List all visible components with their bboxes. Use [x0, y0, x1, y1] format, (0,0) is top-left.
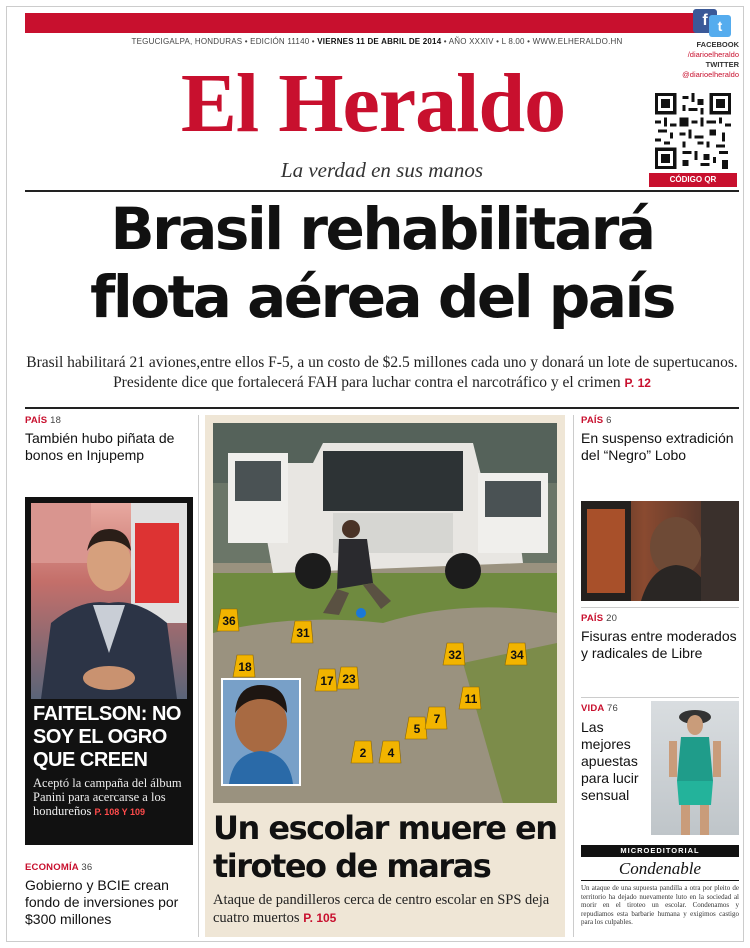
evidence-marker: [443, 643, 465, 665]
evidence-marker: [425, 707, 447, 729]
section-tag: [25, 415, 193, 426]
column-divider: [573, 415, 574, 937]
social-handles: [647, 40, 739, 80]
evidence-marker-label: 11: [464, 692, 478, 706]
evidence-marker: [217, 609, 239, 631]
evidence-marker-label: 2: [359, 746, 367, 760]
lead-page-ref[interactable]: P. 12: [624, 376, 651, 390]
evidence-marker: [291, 621, 313, 643]
center-deck: [213, 891, 563, 927]
evidence-marker-label: 5: [413, 722, 421, 736]
section-name: PAÍS: [581, 613, 604, 624]
evidence-marker: [233, 655, 255, 677]
section-page: 76: [607, 703, 618, 714]
faitelson-text: [33, 703, 189, 819]
vida-story-title[interactable]: [581, 707, 651, 804]
evidence-marker: [315, 669, 337, 691]
faitelson-summary: [33, 776, 189, 819]
evidence-marker-label: 34: [510, 648, 524, 662]
edition-line: TEGUCIGALPA, HONDURAS • EDICIÓN 11140 • VIERNES 11 DE ABRIL DE 2014 • AÑO XXXIV • L 8.00 • WWW.ELHERALDO.HN: [131, 37, 623, 46]
center-feature[interactable]: [205, 415, 565, 937]
section-name: PAÍS: [581, 415, 604, 426]
facebook-label: FACEBOOK: [696, 40, 739, 49]
evidence-marker-label: 31: [296, 626, 310, 640]
evidence-marker-label: 7: [433, 712, 441, 726]
section-name: PAÍS: [25, 415, 48, 426]
edition-number: EDICIÓN 11140: [250, 37, 310, 46]
qr-code-label: CÓDIGO QR: [649, 173, 737, 187]
right-story-1[interactable]: [581, 415, 739, 464]
right-story-2[interactable]: [581, 613, 739, 662]
center-headline: Un escolar muere en tiroteo de maras: [213, 809, 557, 885]
divider: [581, 697, 739, 698]
divider: [25, 407, 739, 409]
center-deck-text: Ataque de pandilleros cerca de centro escolar en SPS deja cuatro muertos: [213, 892, 550, 926]
section-page: 6: [606, 415, 612, 426]
section-tag: [581, 415, 739, 426]
left-story-2[interactable]: [25, 862, 193, 928]
evidence-marker: [351, 741, 373, 763]
faitelson-headline: FAITELSON: NO SOY EL OGRO QUE CREEN: [33, 703, 181, 771]
evidence-marker-label: 18: [238, 660, 252, 674]
evidence-marker: [379, 741, 401, 763]
story-title: También hubo piñata de bonos en Injupemp: [25, 430, 175, 463]
microeditorial-label: MICROEDITORIAL: [581, 845, 739, 857]
faitelson-feature[interactable]: [25, 497, 193, 845]
column-divider: [198, 415, 199, 937]
newspaper-front-page: [6, 6, 744, 942]
evidence-marker: [459, 687, 481, 709]
lead-headline-line-1: Brasil rehabilitará: [110, 195, 654, 263]
story-title: Las mejores apuestas para lucir sensual: [581, 719, 639, 803]
divider: [25, 190, 739, 192]
microeditorial[interactable]: [581, 845, 739, 927]
facebook-icon[interactable]: f: [693, 9, 717, 33]
facebook-handle[interactable]: /diarioelheraldo: [687, 50, 739, 59]
lead-headline-line-2: flota aérea del país: [90, 263, 674, 331]
edition-year: AÑO XXXIV: [448, 37, 494, 46]
left-story-1[interactable]: [25, 415, 193, 464]
section-name: VIDA: [581, 703, 605, 714]
section-tag: [25, 862, 193, 873]
evidence-marker-label: 36: [222, 614, 236, 628]
section-name: ECONOMÍA: [25, 862, 79, 873]
evidence-marker-label: 23: [342, 672, 356, 686]
faitelson-photo: [31, 503, 187, 699]
top-red-bar: [25, 13, 703, 33]
evidence-marker-label: 32: [448, 648, 462, 662]
edition-place: TEGUCIGALPA, HONDURAS: [131, 37, 243, 46]
twitter-handle[interactable]: @diarioelheraldo: [682, 70, 739, 79]
twitter-label: TWITTER: [705, 60, 739, 69]
faitelson-summary-text: Aceptó la campaña del álbum Panini para acercarse a los hondureños: [33, 776, 182, 818]
crime-scene-photo: [213, 423, 557, 803]
faitelson-page-ref[interactable]: P. 108 Y 109: [94, 807, 146, 817]
story-title: Fisuras entre moderados y radicales de Libre: [581, 628, 737, 661]
edition-price: L 8.00: [501, 37, 525, 46]
story-title: Gobierno y BCIE crean fondo de inversiones por $300 millones: [25, 877, 179, 927]
section-page: 36: [81, 862, 93, 873]
twitter-icon[interactable]: t: [709, 15, 731, 37]
lead-headline[interactable]: [25, 195, 739, 331]
microeditorial-title: Condenable: [581, 859, 739, 881]
evidence-marker: [337, 667, 359, 689]
section-page: 20: [606, 613, 618, 624]
lead-deck-text: Brasil habilitará 21 aviones,entre ellos F-5, a un costo de $2.5 millones cada uno y donará un lote de supertucanos. Presidente dice que fortalecerá FAH para luchar contra el narcotráfico y el crimen: [26, 354, 738, 391]
section-page: 18: [50, 415, 62, 426]
lead-deck: [25, 353, 739, 393]
section-tag: [581, 613, 739, 624]
story-title: En suspenso extradición del “Negro” Lobo: [581, 430, 734, 463]
qr-code-icon[interactable]: [655, 93, 731, 169]
evidence-marker: [405, 717, 427, 739]
edition-site[interactable]: WWW.ELHERALDO.HN: [532, 37, 623, 46]
lobo-photo: [581, 501, 739, 601]
evidence-marker-label: 4: [387, 746, 395, 760]
masthead-logo: El Heraldo: [180, 57, 566, 150]
divider: [581, 607, 739, 608]
edition-date: VIERNES 11 DE ABRIL DE 2014: [317, 37, 442, 46]
evidence-marker: [505, 643, 527, 665]
microeditorial-body: Un ataque de una supuesta pandilla a otra por pleito de territorio ha dejado nuevamente luto en la sociedad al morir en el tiroteo un escolar. Condenamos y repudiamos esta barbarie humana y exigimos castigo para los culpables.: [581, 884, 739, 926]
fashion-photo: [651, 701, 739, 835]
evidence-marker-label: 17: [320, 674, 334, 688]
masthead-tagline: La verdad en sus manos: [280, 158, 484, 182]
center-page-ref[interactable]: P. 105: [303, 911, 337, 925]
